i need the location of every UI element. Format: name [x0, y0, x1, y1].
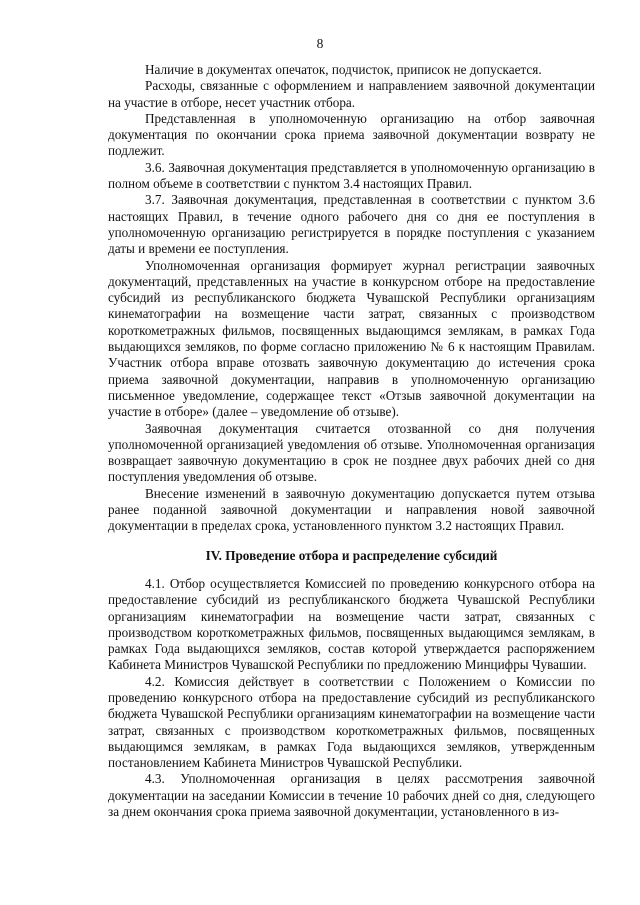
paragraph-withdrawal: Заявочная документация считается отозванной со дня получения уполномоченной организацией уведомления об отзыве. Уполномоченная организация возвращает заявочную документацию в срок не позднее двух рабочих дней со дня поступления уведомления об отзыве.: [108, 420, 595, 485]
section-heading: IV. Проведение отбора и распределение субсидий: [205, 547, 498, 563]
paragraph-expenses: Расходы, связанные с оформлением и направлением заявочной документации на участие в отборе, несет участник отбора.: [108, 78, 595, 110]
paragraph-3-7: 3.7. Заявочная документация, представленная в соответствии с пунктом 3.6 настоящих Правил, в течение одного рабочего дня со дня ее поступления в уполномоченную организацию регистрируется в порядке поступления с указанием даты и времени ее поступления.: [108, 192, 595, 257]
paragraph-typos-not-allowed: Наличие в документах опечаток, подчисток, приписок не допускается.: [145, 62, 542, 77]
paragraph-4-2: 4.2. Комиссия действует в соответствии с Положением о Комиссии по проведению конкурсного отбора на предоставление субсидий из республиканского бюджета Чувашской Республики организациям кинематографии на возмещение части затрат, связанных с производством короткометражных фильмов, посвященных выдающимся землякам, в рамках Года выдающихся земляков, утвержденным постановлением Кабинета Министров Чувашской Республики.: [108, 673, 595, 771]
page-number: 8: [316, 36, 324, 51]
paragraph-no-return: Представленная в уполномоченную организацию на отбор заявочная документация по окончании срока приема заявочной документации возврату не подлежит.: [108, 110, 595, 159]
paragraph-4-3: 4.3. Уполномоченная организация в целях рассмотрения заявочной документации на заседании Комиссии в течение 10 рабочих дней со дня, следующего за днем окончания срока приема заявочной документации, установленного в из-: [108, 771, 595, 820]
paragraph-registration-journal: Уполномоченная организация формирует журнал регистрации заявочных документаций, представленных на участие в конкурсном отборе на предоставление субсидий из республиканского бюджета Чувашской Республики организациям кинематографии на возмещение части затрат, связанных с производством короткометражных фильмов, посвященных выдающимся землякам, в рамках Года выдающихся земляков, по форме согласно приложению № 6 к настоящим Правилам. Участник отбора вправе отозвать заявочную документацию до истечения срока приема заявочной документации, направив в уполномоченную организацию письменное уведомление, содержащее текст «Отзыв заявочной документации на участие в отборе» (далее – уведомление об отзыве).: [108, 257, 595, 420]
paragraph-4-1: 4.1. Отбор осуществляется Комиссией по проведению конкурсного отбора на предоставление субсидий из республиканского бюджета Чувашской Республики организациям кинематографии на возмещение части затрат, связанных с производством короткометражных фильмов, посвященных выдающимся землякам, в рамках Года выдающихся земляков, состав которой утверждается распоряжением Кабинета Министров Чувашской Республики по предложению Минцифры Чувашии.: [108, 575, 595, 673]
document-body: [108, 62, 595, 820]
paragraph-3-6: 3.6. Заявочная документация представляется в уполномоченную организацию в полном объеме в соответствии с пунктом 3.4 настоящих Правил.: [108, 159, 595, 192]
paragraph-changes: Внесение изменений в заявочную документацию допускается путем отзыва ранее поданной заявочной документации и направления новой заявочной документации в пределах срока, установленного пунктом 3.2 настоящих Правил.: [108, 485, 595, 534]
